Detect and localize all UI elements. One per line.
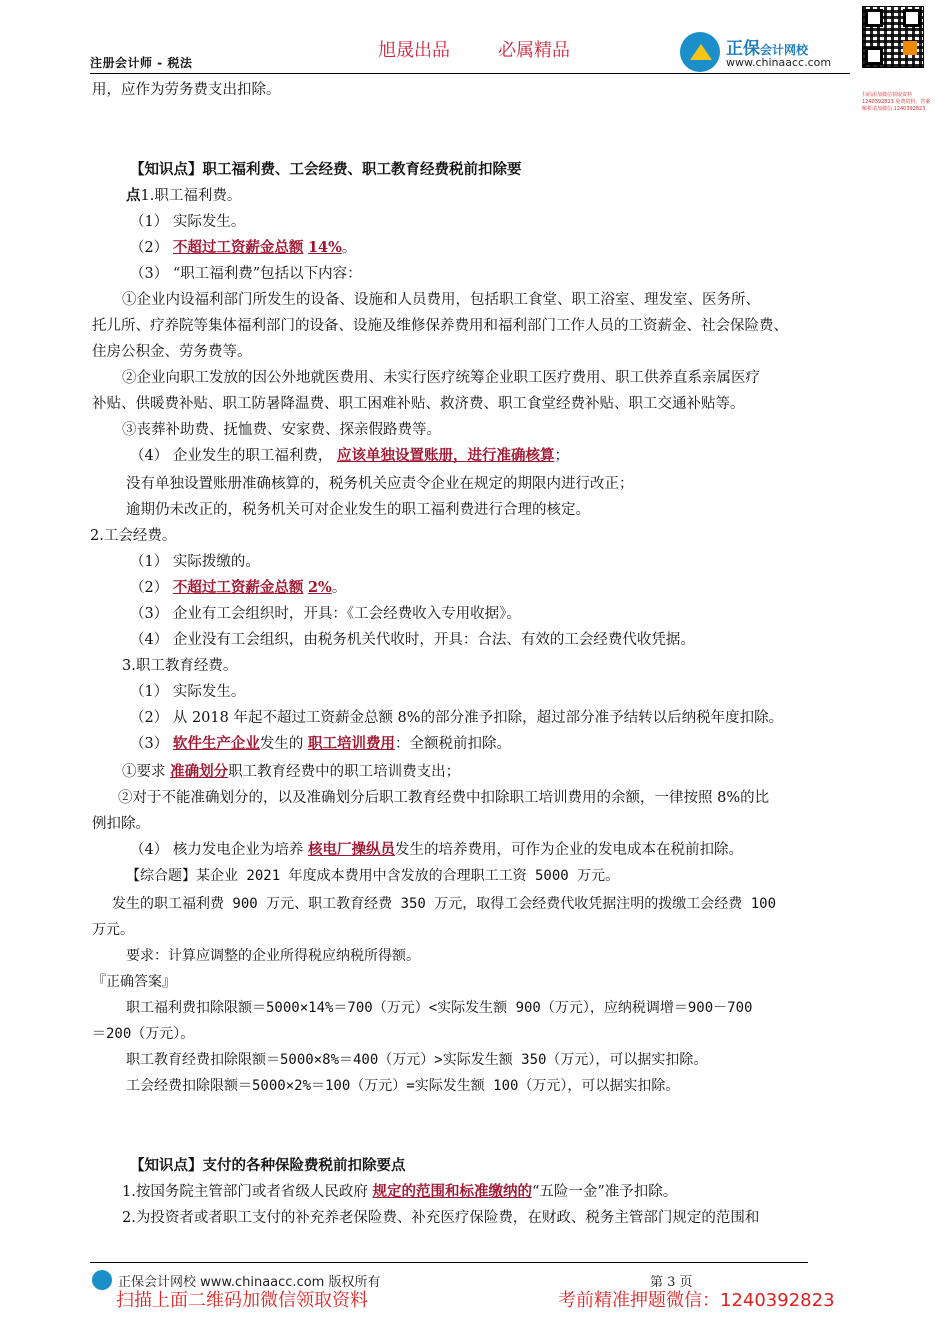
section-heading: 【知识点】职工福利费、工会经费、职工教育经费税前扣除要 [130,161,522,178]
text-line: 托儿所、疗养院等集体福利部门的设备、设施及维修保养费用和福利部门工作人员的工资薪金、社会保险费、 [92,318,788,334]
text-line: 住房公积金、劳务费等。 [92,344,252,360]
qr-note: 扫码添加微信领取资料 1240392823 免费资料、答案解析请加微信 1240392823 [862,92,931,112]
footer-logo-icon [92,1270,112,1290]
text-line: 没有单独设置账册准确核算的，税务机关应责令企业在规定的期限内进行改正； [126,476,634,492]
highlight: 应该单独设置账册，进行准确核算 [336,447,555,464]
highlight: 职工培训费用 [307,735,395,752]
text-line: 万元。 [92,922,134,938]
text-line: ＝200（万元）。 [92,1026,195,1042]
promo-scan-qr: 扫描上面二维码加微信领取资料 [116,1290,368,1311]
text-line: （2） 不超过工资薪金总额 2%。 [130,579,347,596]
highlight: 不超过工资薪金总额 [172,239,304,256]
text-line: ②对于不能准确划分的，以及准确划分后职工教育经费中扣除职工培训费用的余额，一律按照 8%的比 [118,790,770,806]
answer-label: 『正确答案』 [92,974,176,990]
text-line: （1） 实际发生。 [130,214,246,230]
footer-divider [90,1262,808,1263]
text-line: 要求：计算应调整的企业所得税应纳税所得额。 [126,948,420,964]
highlight: 核电厂操纵员 [307,841,395,858]
footer-copyright: 正保会计网校 www.chinaacc.com 版权所有 [118,1275,381,1290]
text-line: （2） 从 2018 年起不超过工资薪金总额 8%的部分准予扣除，超过部分准予结转以后纳税年度扣除。 [130,710,784,726]
text-line: （2） 不超过工资薪金总额 14%。 [130,239,357,256]
highlight: 准确划分 [170,763,229,780]
text-line: ②企业向职工发放的因公外地就医费用、未实行医疗统筹企业职工医疗费用、职工供养直系亲属医疗 [122,370,760,386]
site-logo [680,28,860,76]
exercise-heading: 【综合题】某企业 2021 年度成本费用中含发放的合理职工工资 5000 万元。 [126,868,620,884]
text-line: （3） 软件生产企业发生的 职工培训费用：全额税前扣除。 [130,735,511,752]
text-line: 职工教育经费扣除限额＝5000×8%＝400（万元）>实际发生额 350（万元），可以据实扣除。 [126,1052,708,1068]
promo-wechat: 考前精准押题微信：1240392823 [558,1290,835,1311]
text-line: 逾期仍未改正的，税务机关可对企业发生的职工福利费进行合理的核定。 [126,502,590,518]
text-line: 1.按国务院主管部门或者省级人民政府 规定的范围和标准缴纳的“五险一金”准予扣除。 [122,1183,678,1200]
text-line: 例扣除。 [92,816,150,832]
document-subject: 注册会计师 - 税法 [90,56,193,70]
text-line: ③丧葬补助费、抚恤费、安家费、探亲假路费等。 [122,422,441,438]
logo-icon [680,32,720,72]
text-line: 发生的职工福利费 900 万元、职工教育经费 350 万元，取得工会经费代收凭据注明的拨缴工会经费 100 [112,896,776,912]
text-line: 用，应作为劳务费支出扣除。 [92,82,281,98]
highlight: 2% [307,579,332,596]
text-line: 2.为投资者或者职工支付的补充养老保险费、补充医疗保险费，在财政、税务主管部门规定的范围和 [122,1210,760,1226]
section-heading: 【知识点】支付的各种保险费税前扣除要点 [130,1157,406,1174]
highlight: 14% [307,239,342,256]
highlight: 软件生产企业 [172,735,260,752]
page-number: 第 3 页 [650,1275,693,1290]
qr-code-icon [862,6,924,68]
header-slogan-right: 必属精品 [498,40,570,61]
logo-brand: 正保会计网校 [726,39,809,59]
text-line: 2.工会经费。 [90,528,177,544]
text-line: 3.职工教育经费。 [122,658,238,674]
text-line: 点1.职工福利费。 [126,187,242,204]
header-slogan-left: 旭晟出品 [378,40,450,61]
text-line: （4） 企业没有工会组织，由税务机关代收时，开具：合法、有效的工会经费代收凭据。 [130,632,695,648]
text-line: 补贴、供暖费补贴、职工防暑降温费、职工困难补贴、救济费、职工食堂经费补贴、职工交通补贴等。 [92,396,745,412]
highlight: 规定的范围和标准缴纳的 [372,1183,532,1200]
text-line: （4） 企业发生的职工福利费， 应该单独设置账册，进行准确核算； [130,447,569,464]
highlight: 不超过工资薪金总额 [172,579,304,596]
text-line: （4） 核力发电企业为培养 核电厂操纵员发生的培养费用，可作为企业的发电成本在税前扣除。 [130,841,743,858]
text-line: （1） 实际拨缴的。 [130,554,260,570]
logo-url: www.chinaacc.com [726,56,832,69]
text-line: ①企业内设福利部门所发生的设备、设施和人员费用，包括职工食堂、职工浴室、理发室、医务所、 [122,292,760,308]
text-line: （1） 实际发生。 [130,684,246,700]
text-line: 职工福利费扣除限额＝5000×14%＝700（万元）<实际发生额 900（万元），应纳税调增＝900－700 [126,1000,753,1016]
text-line: ①要求 准确划分职工教育经费中的职工培训费支出； [122,763,461,780]
text-line: （3） 企业有工会组织时，开具：《工会经费收入专用收据》。 [130,606,521,622]
text-line: （3） “职工福利费”包括以下内容： [130,266,362,282]
text-line: 工会经费扣除限额＝5000×2%＝100（万元）=实际发生额 100（万元），可以据实扣除。 [126,1078,680,1094]
